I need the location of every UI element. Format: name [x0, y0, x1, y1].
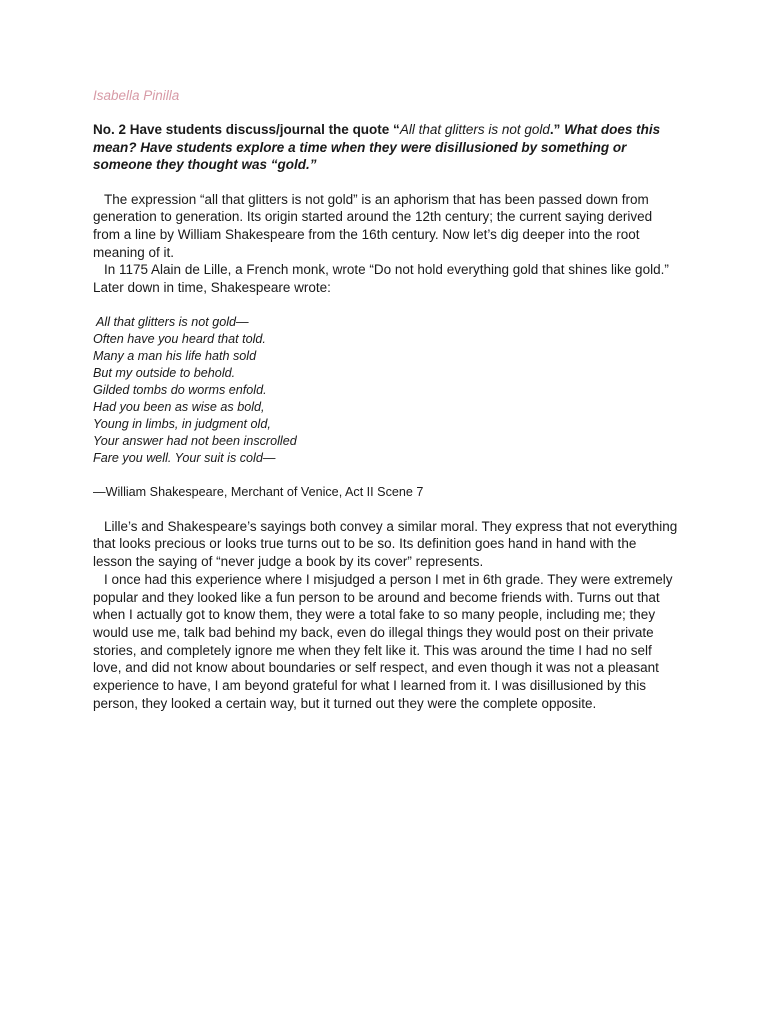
spacer	[93, 467, 678, 484]
body-paragraph-1: Lille’s and Shakespeare’s sayings both convey a similar moral. They express that not everything that looks precious or looks true turns out to be so. Its definition goes hand in hand with the lesson the saying of “never judge a book by its cover” represents.	[93, 518, 678, 570]
poem-line: Often have you heard that told.	[93, 331, 266, 346]
intro-paragraph-1: The expression “all that glitters is not gold” is an aphorism that has been passed down from generation to generation. Its origin started around the 12th century; the current saying derived from a line by William Shakespeare from the 16th century. Now let’s dig deeper into the root meaning of it.	[93, 191, 653, 260]
quote-attribution: —William Shakespeare, Merchant of Venice, Act II Scene 7	[93, 484, 424, 499]
prompt-lead: No. 2 Have students discuss/journal the quote “	[93, 122, 400, 137]
poem-quote	[93, 314, 678, 467]
spacer	[93, 297, 678, 314]
poem-line: Had you been as wise as bold,	[93, 399, 265, 414]
poem-line: Gilded tombs do worms enfold.	[93, 382, 267, 397]
intro-paragraph-2: In 1175 Alain de Lille, a French monk, wrote “Do not hold everything gold that shines like gold.” Later down in time, Shakespeare wrote:	[93, 262, 669, 296]
poem-line: Your answer had not been inscrolled	[93, 433, 297, 448]
poem-line: All that glitters is not gold—	[93, 314, 249, 329]
prompt-quote-close: .”	[549, 122, 561, 137]
prompt-question: What does this mean? Have students explore a time when they were disillusioned by something or someone they thought was “gold.”	[93, 122, 661, 172]
body-paragraph-2: I once had this experience where I misjudged a person I met in 6th grade. They were extremely popular and they looked like a fun person to be around and become friends with. Turns out that when I actually got to know them, they were a total fake to so many people, including me; they would use me, talk bad behind my back, even do illegal things they would post on their private stories, and completely ignore me when they felt like it. This was around the time I had no self love, and did not know about boundaries or self respect, and even though it was not a pleasant experience to have, I am beyond grateful for what I learned from it. I was disillusioned by this person, they looked a certain way, but it turned out they were the complete opposite.	[93, 571, 673, 711]
poem-line: Many a man his life hath sold	[93, 348, 257, 363]
prompt-quote: All that glitters is not gold	[399, 122, 550, 137]
poem-line: Fare you well. Your suit is cold—	[93, 450, 276, 465]
spacer	[93, 501, 678, 518]
document-page	[93, 87, 678, 712]
author-name: Isabella Pinilla	[93, 88, 180, 103]
poem-line: But my outside to behold.	[93, 365, 236, 380]
poem-line: Young in limbs, in judgment old,	[93, 416, 271, 431]
assignment-prompt	[93, 121, 678, 174]
